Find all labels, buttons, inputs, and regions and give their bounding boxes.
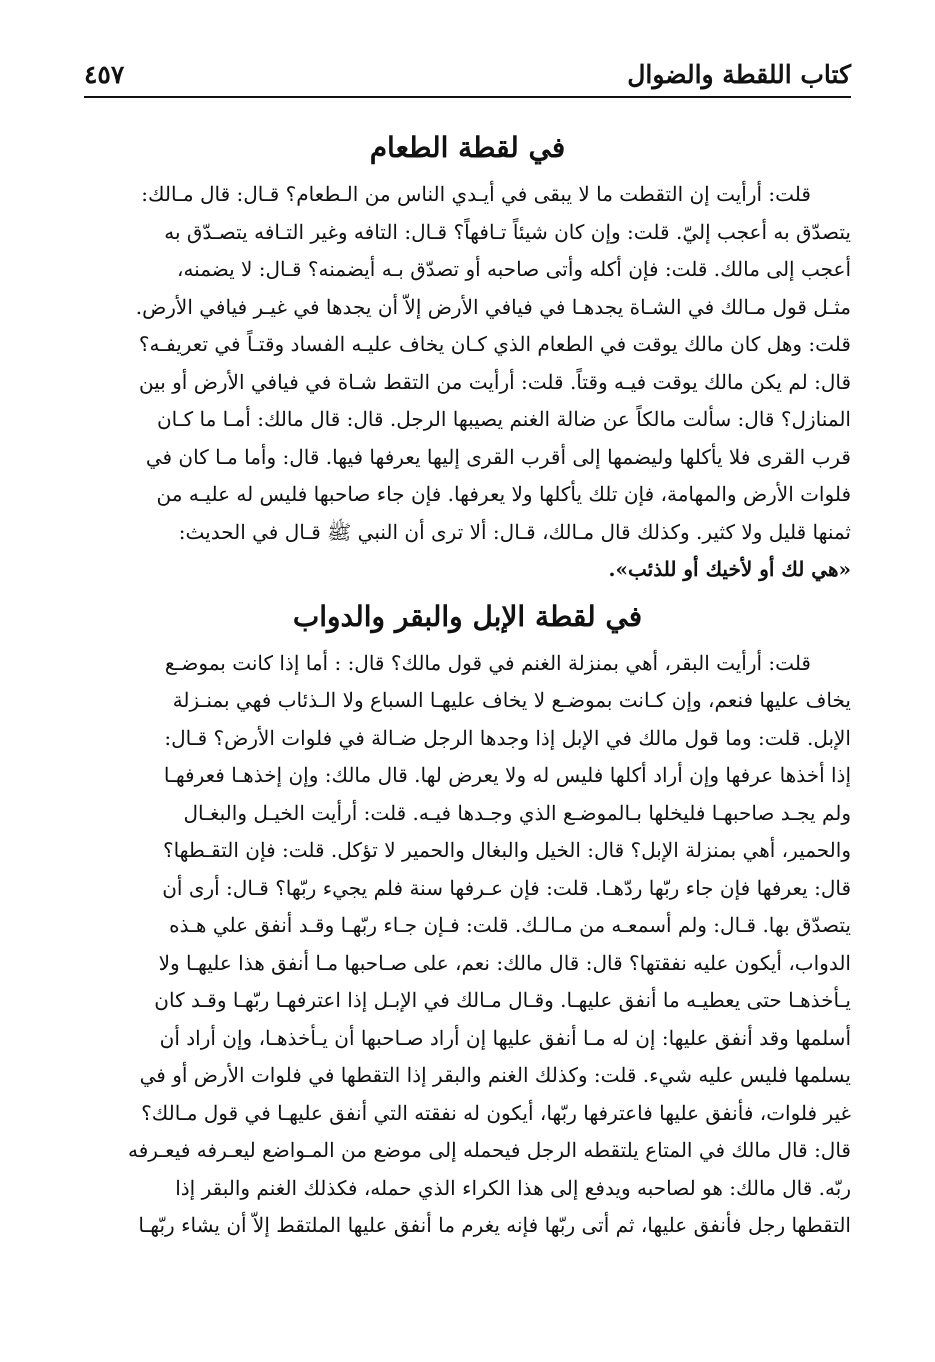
text-line: قلت: أرأيت إن التقطت ما لا يبقى في أيـدي الناس من الـطعام؟ قـال: قال مـالك:	[141, 182, 811, 206]
running-header	[84, 56, 851, 98]
section-food-lost-property	[84, 124, 851, 589]
text-line: فلوات الأرض والمهامة، فإن تلك يأكلها ولا يعرفها. فإن جاء صاحبها فليس له عليـه من	[156, 482, 851, 506]
text-line: المنازل؟ قال: سألت مالكاً عن ضالة الغنم يصيبها الرجل. قال: قال مالك: أمـا ما كـان	[156, 407, 851, 431]
text-line: ولم يجـد صاحبهـا فليخلها بـالموضـع الذي وجـدها فيـه. قلت: أرأيت الخيـل والبغـال	[183, 800, 851, 825]
text-line: الإبل. قلت: وما قول مالك في الإبل إذا وجدها الرجل ضـالة في فلوات الأرض؟ قـال:	[164, 725, 851, 750]
text-line: قال: قال مالك في المتاع يلتقطه الرجل فيحمله إلى موضع من المـواضع ليعـرفه فيعـرفه	[128, 1138, 851, 1162]
page-content	[84, 124, 851, 1245]
section-heading: في لقطة الإبل والبقر والدواب	[292, 599, 643, 633]
text-line: الدواب، أيكون عليه نفقتها؟ قال: قال مالك: نعم، على صـاحبها مـا أنفق هذا عليهـا ولا	[158, 950, 851, 975]
section-heading: في لقطة الطعام	[369, 131, 566, 164]
text-line: أسلمها وقد أنفق عليها: إن له مـا أنفق عليها إن أراد صـاحبها أن يـأخذهـا، وإن أراد أن	[159, 1025, 851, 1050]
text-line: ربّه. قال مالك: هو لصاحبه ويدفع إلى هذا الكراء الذي حمله، فكذلك الغنم والبقر إذا	[175, 1175, 851, 1200]
text-line: قال: يعرفها فإن جاء ربّها ردّهـا. قلت: فإن عـرفها سنة فلم يجيء ربّها؟ قـال: أرى أن	[162, 875, 851, 900]
text-line: إذا أخذها عرفها وإن أراد أكلها فليس له ولا يعرض لها. قال مالك: وإن إخذهـا فعرفهـا	[163, 763, 851, 787]
text-line: قلت: وهل كان مالك يوقت في الطعام الذي كـان يخاف عليـه الفساد وقتـاً في تعريفـه؟	[138, 332, 851, 356]
hadith-quote: «هي لك أو لأخيك أو للذئب».	[608, 557, 851, 581]
section-camels-cattle-animals	[84, 593, 851, 1245]
text-line: أعجب إلى مالك. قلت: فإن أكله وأتى صاحبه أو تصدّق بـه أيضمنه؟ قـال: لا يضمنه،	[176, 257, 851, 281]
text-line: يسلمها فليس عليه شيء. قلت: وكذلك الغنم والبقر إذا التقطها في فلوات الأرض أو في	[139, 1063, 851, 1087]
text-line: يتصدّق بها. قـال: ولم أسمعـه من مـالـك. قلت: فـإن جـاء ربّهـا وقـد أنفق علي هـذه	[169, 913, 851, 937]
text-line: قلت: أرأيت البقر، أهي بمنزلة الغنم في قول مالك؟ قال: : أما إذا كانت بموضـع	[164, 650, 811, 675]
text-line: التقطها رجل فأنفق عليها، ثم أتى ربّها فإنه يغرم ما أنفق عليها الملتقط إلاّ أن يشاء ربّهـا	[138, 1213, 851, 1237]
text-line: يخاف عليها فنعم، وإن كـانت بموضـع لا يخاف عليهـا السباع ولا الـذئاب فهي بمنـزلة	[172, 688, 851, 712]
text-line: ثمنها قليل ولا كثير. وكذلك قال مـالك، قـال: ألا ترى أن النبي ﷺ قـال في الحديث:	[178, 519, 851, 544]
text-line: والحمير، أهي بمنزلة الإبل؟ قال: الخيل والبغال والحمير لا تؤكل. قلت: فإن التقـطها؟	[162, 838, 851, 862]
page-number: ٤٥٧	[84, 60, 125, 89]
text-line: يتصدّق به أعجب إليّ. قلت: وإن كان شيئاً تـافهاً؟ قـال: التافه وغير التـافه يتصـدّق به	[164, 219, 851, 244]
text-line: مثـل قول مـالك في الشـاة يجدهـا في فيافي الأرض إلاّ أن يجدها في غيـر فيافي الأرض.	[135, 294, 851, 319]
book-title: كتاب اللقطة والضوال	[627, 60, 851, 89]
text-line: يـأخذهـا حتى يعطيـه ما أنفق عليهـا. وقـال مـالك في الإبـل إذا اعترفهـا ربّهـا وقـد كان	[154, 988, 851, 1012]
text-line: قال: لم يكن مالك يوقت فيـه وقتاً. قلت: أرأيت من التقط شـاة في فيافي الأرض أو بين	[138, 369, 851, 394]
text-line: قرب القرى فلا يأكلها وليضمها إلى أقرب القرى إليها يعرفها فيها. قال: وأما مـا كان في	[145, 444, 851, 469]
text-line: غير فلوات، فأنفق عليها فاعترفها ربّها، أيكون له نفقته التي أنفق عليهـا في قول مـالك؟	[141, 1100, 851, 1125]
